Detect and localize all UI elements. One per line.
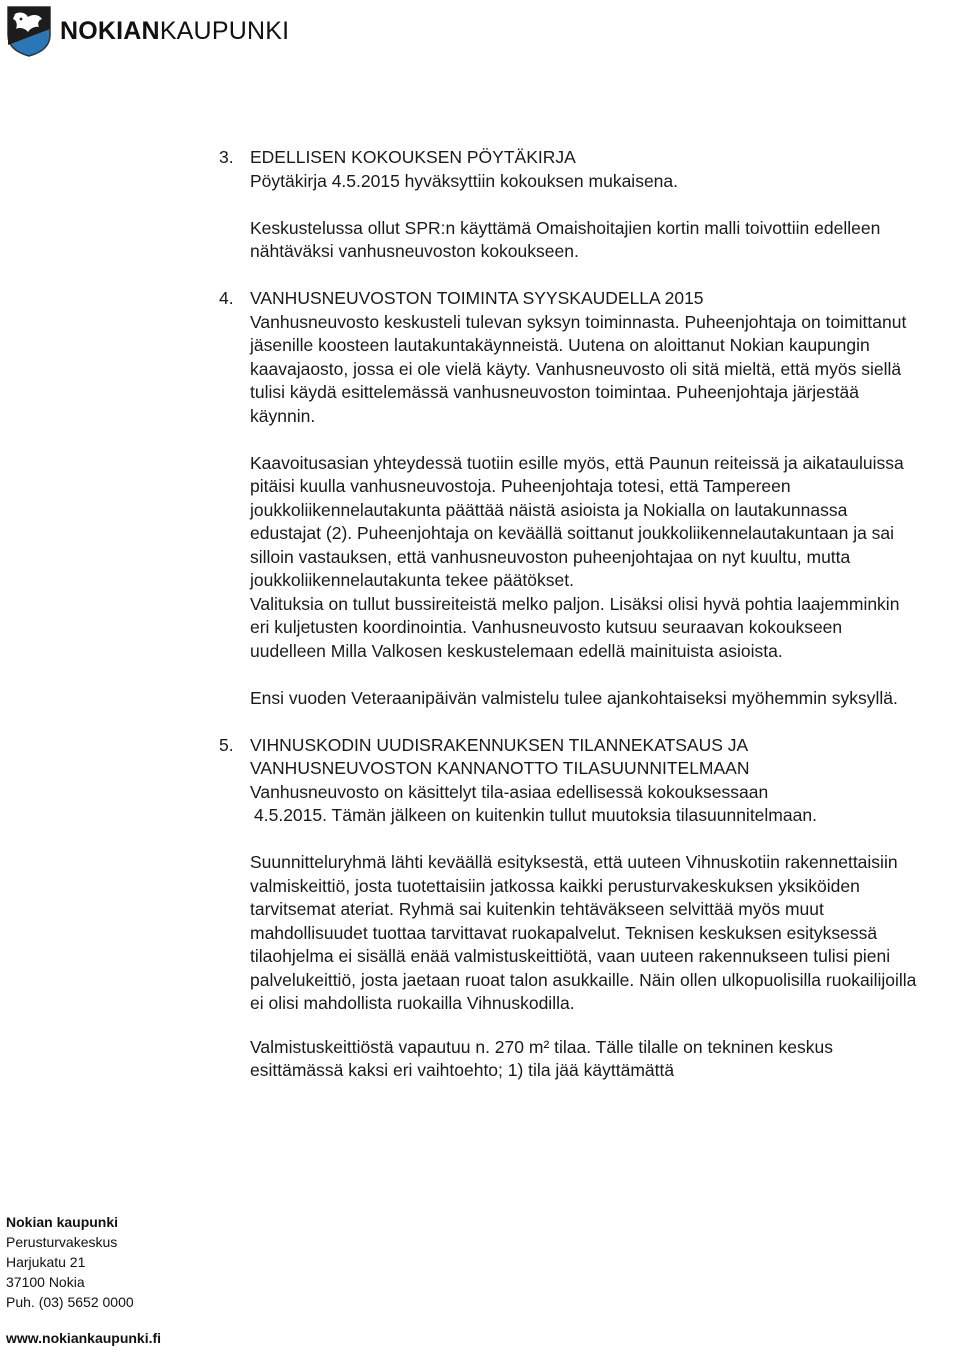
paragraph: Valituksia on tullut bussireiteistä melko paljon. Lisäksi olisi hyvä pohtia laajemminkin eri kuljetusten koordinointia. Vanhusneuvosto kutsuu seuraavan kokoukseen uudelleen Milla Valkosen keskustelemaan edellä mainituista asioista. (250, 593, 900, 661)
paragraph: 4.5.2015. Tämän jälkeen on kuitenkin tullut muutoksia tilasuunnitelmaan. (254, 805, 817, 825)
paragraph: Valmistuskeittiöstä vapautuu n. 270 m² tilaa. Tälle tilalle on tekninen keskus esittämässä kaksi eri vaihtoehto; 1) tila jää käyttämättä (250, 1036, 833, 1080)
footer-contact (6, 1212, 161, 1348)
document-body (219, 146, 919, 1083)
footer-phone: Puh. (03) 5652 0000 (6, 1294, 134, 1310)
header-logo (6, 4, 289, 58)
logo-wordmark (60, 16, 290, 45)
section-4 (219, 287, 919, 710)
paragraph: Keskustelussa ollut SPR:n käyttämä Omaishoitajien kortin malli toivottiin edelleen nähtäväksi vanhusneuvoston kokoukseen. (250, 217, 881, 261)
section-5 (219, 734, 919, 1083)
footer-org: Nokian kaupunki (6, 1214, 119, 1230)
paragraph: Kaavoitusasian yhteydessä tuotiin esille myös, että Paunun reiteissä ja aikatauluissa pitäisi kuulla vanhusneuvostoja. Puheenjohtaja totesi, että Tampereen joukkoliikennelautakunta päättää näistä asioista ja Nokialla on lautakunnassa edustajat (2). Puheenjohtaja on keväällä soittanut joukkoliikennelautakuntaan ja sai silloin vastauksen, että vanhusneuvoston puheenjohtajaa on nyt kuultu, mutta joukkoliikennelautakunta tekee päätökset. (250, 452, 904, 590)
coat-of-arms-icon (6, 5, 52, 57)
section-3 (219, 146, 919, 264)
section-number: 3. (219, 147, 234, 167)
section-title: EDELLISEN KOKOUKSEN PÖYTÄKIRJA (250, 147, 576, 167)
footer-postal: 37100 Nokia (6, 1274, 85, 1290)
logo-bold: NOKIAN (60, 16, 160, 45)
paragraph: Vanhusneuvosto on käsittelyt tila-asiaa edellisessä kokouksessaan (250, 781, 769, 802)
paragraph: Suunnitteluryhmä lähti keväällä esityksestä, että uuteen Vihnuskotiin rakennettaisiin valmiskeittiö, josta tuotettaisiin jatkossa kaikki perusturvakeskuksen yksiköiden tarvitsemat ateriat. Ryhmä sai kuitenkin tehtäväkseen selvittää myös muut mahdollisuudet tuottaa tarvittavat ruokapalvelut. Teknisen keskuksen esityksessä tilaohjelma ei sisällä enää valmistuskeittiötä, vaan uuteen rakennukseen tulisi pieni palvelukeittiö, josta jaetaan ruoat talon asukkaille. Näin ollen ulkopuolisilla ruokailijoilla ei olisi mahdollista ruokailla Vihnuskodilla. (250, 852, 917, 1013)
section-title-line-1: VIHNUSKODIN UUDISRAKENNUKSEN TILANNEKATSAUS JA (250, 734, 749, 755)
section-number: 5. (219, 734, 234, 755)
section-title: VANHUSNEUVOSTON TOIMINTA SYYSKAUDELLA 2015 (250, 288, 704, 308)
section-title-line-2: VANHUSNEUVOSTON KANNANOTTO TILASUUNNITELMAAN (250, 758, 750, 778)
logo-light: KAUPUNKI (159, 16, 290, 45)
footer-unit: Perusturvakeskus (6, 1234, 118, 1250)
footer-website-link[interactable]: www.nokiankaupunki.fi (6, 1330, 162, 1346)
footer-street: Harjukatu 21 (6, 1254, 86, 1270)
paragraph: Vanhusneuvosto keskusteli tulevan syksyn toiminnasta. Puheenjohtaja on toimittanut jäsenille koosteen lautakuntakäynneistä. Uutena on aloittanut Nokian kaupungin kaavajaosto, jossa ei ole vielä käyty. Vanhusneuvosto oli sitä mieltä, että myös siellä tulisi käydä esittelemässä vanhusneuvoston toimintaa. Puheenjohtaja järjestää käynnin. (250, 311, 907, 426)
paragraph: Pöytäkirja 4.5.2015 hyväksyttiin kokouksen mukaisena. (250, 170, 679, 191)
section-number: 4. (219, 288, 234, 308)
paragraph: Ensi vuoden Veteraanipäivän valmistelu tulee ajankohtaiseksi myöhemmin syksyllä. (250, 687, 898, 708)
